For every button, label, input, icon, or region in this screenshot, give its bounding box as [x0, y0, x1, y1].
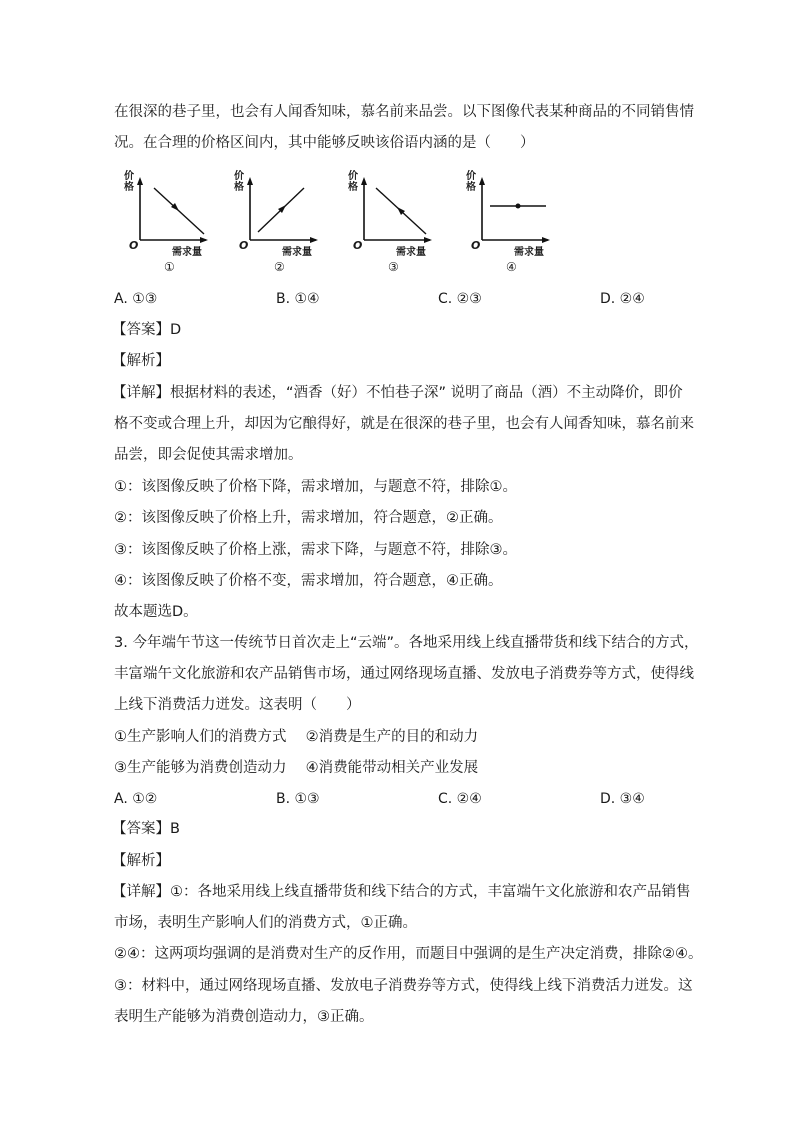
q3-stem-line-3: 上线下消费活力迸发。这表明（ ）: [114, 697, 361, 713]
q2-explanation-line-8: 故本题选D。: [114, 604, 198, 620]
chart-1-number: ①: [164, 260, 175, 274]
chart-3-xlabel: 需求量: [396, 247, 426, 258]
q2-explanation-line-5: ②：该图像反映了价格上升，需求增加，符合题意，②正确。: [114, 510, 503, 526]
q3-option-c: C. ②④: [438, 791, 482, 807]
chart-4: [454, 166, 550, 278]
q3-option-b: B. ①③: [276, 791, 320, 807]
chart-2-ylabel: 价 格: [234, 171, 244, 193]
q3-statements-line-2: ③生产能够为消费创造动力 ④消费能带动相关产业发展: [114, 760, 479, 776]
q3-explanation-line-4: ③：材料中，通过网络现场直播、发放电子消费券等方式，使得线上线下消费活力迸发。这: [114, 978, 693, 994]
chart-3: [336, 166, 432, 278]
q3-option-a: A. ①②: [114, 791, 158, 807]
q2-stem-line-1: 在很深的巷子里，也会有人闻香知味，慕名前来品尝。以下图像代表某种商品的不同销售情: [114, 104, 694, 120]
q2-stem-line-2: 况。在合理的价格区间内，其中能够反映该俗语内涵的是（ ）: [114, 135, 535, 151]
chart-1-ylabel: 价 格: [124, 171, 134, 193]
q2-chart-row: [112, 166, 572, 278]
q2-option-b: B. ①④: [276, 291, 320, 307]
q3-explanation-line-2: 市场，表明生产影响人们的消费方式，①正确。: [114, 915, 417, 931]
q2-analysis-title: 【解析】: [112, 353, 170, 369]
q3-explanation-line-3: ②④：这两项均强调的是消费对生产的反作用，而题目中强调的是生产决定消费，排除②④。: [114, 946, 703, 962]
direction-dot: [516, 204, 521, 209]
chart-4-ylabel: 价 格: [466, 171, 476, 193]
chart-2-xlabel: 需求量: [282, 247, 312, 258]
chart-2-number: ②: [274, 260, 285, 274]
chart-2: [222, 166, 318, 278]
q2-answer: 【答案】D: [112, 322, 182, 338]
q2-explanation-line-6: ③：该图像反映了价格上涨，需求下降，与题意不符，排除③。: [114, 542, 517, 558]
q2-option-c: C. ②③: [438, 291, 482, 307]
q3-explanation-line-5: 表明生产能够为消费创造动力，③正确。: [114, 1009, 374, 1025]
q3-option-d: D. ③④: [600, 791, 645, 807]
chart-1-xlabel: 需求量: [172, 247, 202, 258]
q2-explanation-line-4: ①：该图像反映了价格下降，需求增加，与题意不符，排除①。: [114, 479, 517, 495]
chart-4-number: ④: [506, 260, 517, 274]
chart-1: [112, 166, 208, 278]
chart-1-origin: O: [129, 239, 139, 252]
q3-analysis-title: 【解析】: [112, 853, 170, 869]
q3-statements-line-1: ①生产影响人们的消费方式 ②消费是生产的目的和动力: [114, 729, 479, 745]
chart-3-origin: O: [353, 239, 363, 252]
q3-answer: 【答案】B: [112, 821, 180, 837]
chart-3-number: ③: [388, 260, 399, 274]
chart-4-origin: O: [471, 239, 481, 252]
q2-explanation-line-2: 格不变或合理上升，却因为它酿得好，就是在很深的巷子里，也会有人闻香知味，慕名前来: [114, 416, 694, 432]
q3-stem-line-2: 丰富端午文化旅游和农产品销售市场，通过网络现场直播、发放电子消费券等方式，使得线: [114, 666, 694, 682]
q2-option-d: D. ②④: [600, 291, 645, 307]
chart-2-origin: O: [239, 239, 249, 252]
q2-option-a: A. ①③: [114, 291, 158, 307]
chart-3-ylabel: 价 格: [348, 171, 358, 193]
q3-explanation-line-1: 【详解】①：各地采用线上线直播带货和线下结合的方式，丰富端午文化旅游和农产品销售: [112, 884, 691, 900]
q3-stem-line-1: 3. 今年端午节这一传统节日首次走上“云端”。各地采用线上线直播带货和线下结合的方式，: [114, 635, 699, 651]
q2-explanation-line-3: 品尝，即会促使其需求增加。: [114, 447, 303, 463]
q2-explanation-line-1: 【详解】根据材料的表述，“酒香（好）不怕巷子深” 说明了商品（酒）不主动降价，即价: [112, 385, 683, 401]
chart-4-xlabel: 需求量: [514, 247, 544, 258]
q2-explanation-line-7: ④：该图像反映了价格不变，需求增加，符合题意，④正确。: [114, 573, 503, 589]
